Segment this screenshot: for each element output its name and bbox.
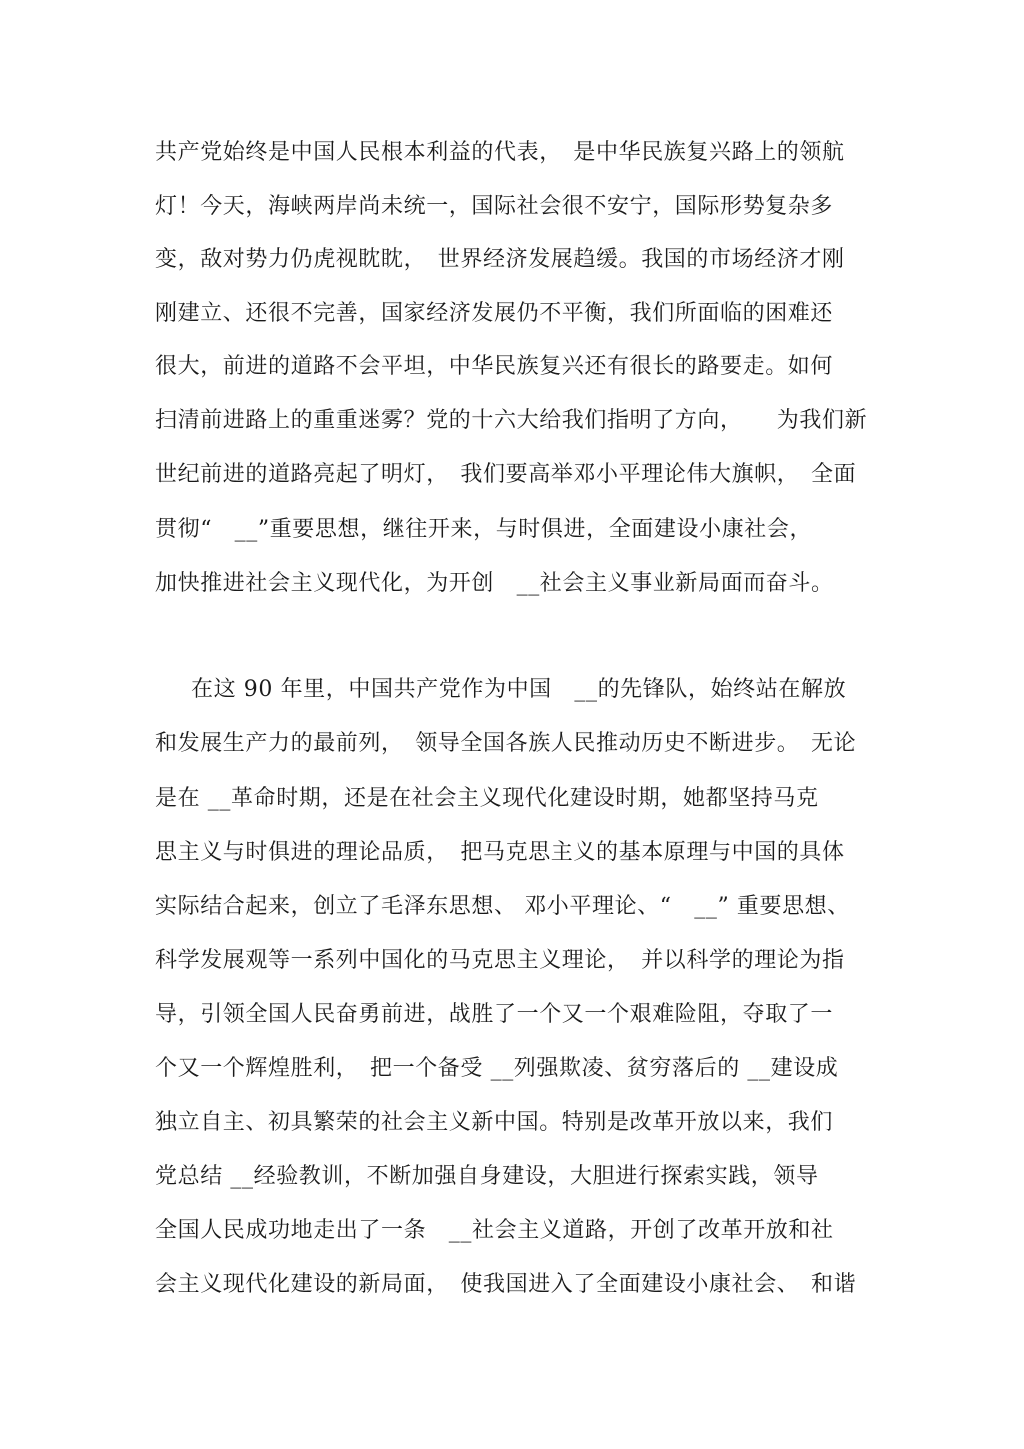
text-line: 独立自主、初具繁荣的社会主义新中国。特别是改革开放以来，我们: [155, 1110, 834, 1135]
text-line: 个又一个辉煌胜利， 把一个备受 __列强欺凌、贫穷落后的 __建设成: [155, 1056, 839, 1081]
text-line: 全国人民成功地走出了一条 __社会主义道路，开创了改革开放和社: [155, 1218, 834, 1243]
text-line: 灯！今天，海峡两岸尚未统一，国际社会很不安宁，国际形势复杂多: [155, 194, 834, 219]
text-line: 在这 90 年里，中国共产党作为中国 __的先锋队，始终站在解放: [191, 677, 847, 702]
text-line: 导，引领全国人民奋勇前进，战胜了一个又一个艰难险阻，夺取了一: [155, 1002, 834, 1027]
text-line: 世纪前进的道路亮起了明灯， 我们要高举邓小平理论伟大旗帜， 全面: [155, 462, 857, 487]
text-line: 会主义现代化建设的新局面， 使我国进入了全面建设小康社会、 和谐: [155, 1272, 857, 1297]
text-line: 是在 __革命时期，还是在社会主义现代化建设时期，她都坚持马克: [155, 786, 819, 811]
text-line: 很大，前进的道路不会平坦，中华民族复兴还有很长的路要走。如何: [155, 354, 834, 379]
text-line: 扫清前进路上的重重迷雾？党的十六大给我们指明了方向， 为我们新: [155, 408, 868, 433]
text-line: 党总结 __经验教训，不断加强自身建设，大胆进行探索实践，领导: [155, 1164, 819, 1189]
text-line: 刚建立、还很不完善，国家经济发展仍不平衡，我们所面临的困难还: [155, 301, 834, 326]
text-line: 和发展生产力的最前列， 领导全国各族人民推动历史不断进步。 无论: [155, 731, 857, 756]
text-line: 变，敌对势力仍虎视眈眈， 世界经济发展趋缓。我国的市场经济才刚: [155, 247, 845, 272]
text-line: 加快推进社会主义现代化，为开创 __社会主义事业新局面而奋斗。: [155, 571, 834, 596]
text-line: 共产党始终是中国人民根本利益的代表， 是中华民族复兴路上的领航: [155, 140, 845, 165]
text-line: 贯彻“ __”重要思想，继往开来，与时俱进，全面建设小康社会，: [155, 517, 813, 542]
text-line: 思主义与时俱进的理论品质， 把马克思主义的基本原理与中国的具体: [155, 840, 845, 865]
text-line: 科学发展观等一系列中国化的马克思主义理论， 并以科学的理论为指: [155, 948, 845, 973]
text-line: 实际结合起来，创立了毛泽东思想、 邓小平理论、“ __” 重要思想、: [155, 894, 850, 919]
